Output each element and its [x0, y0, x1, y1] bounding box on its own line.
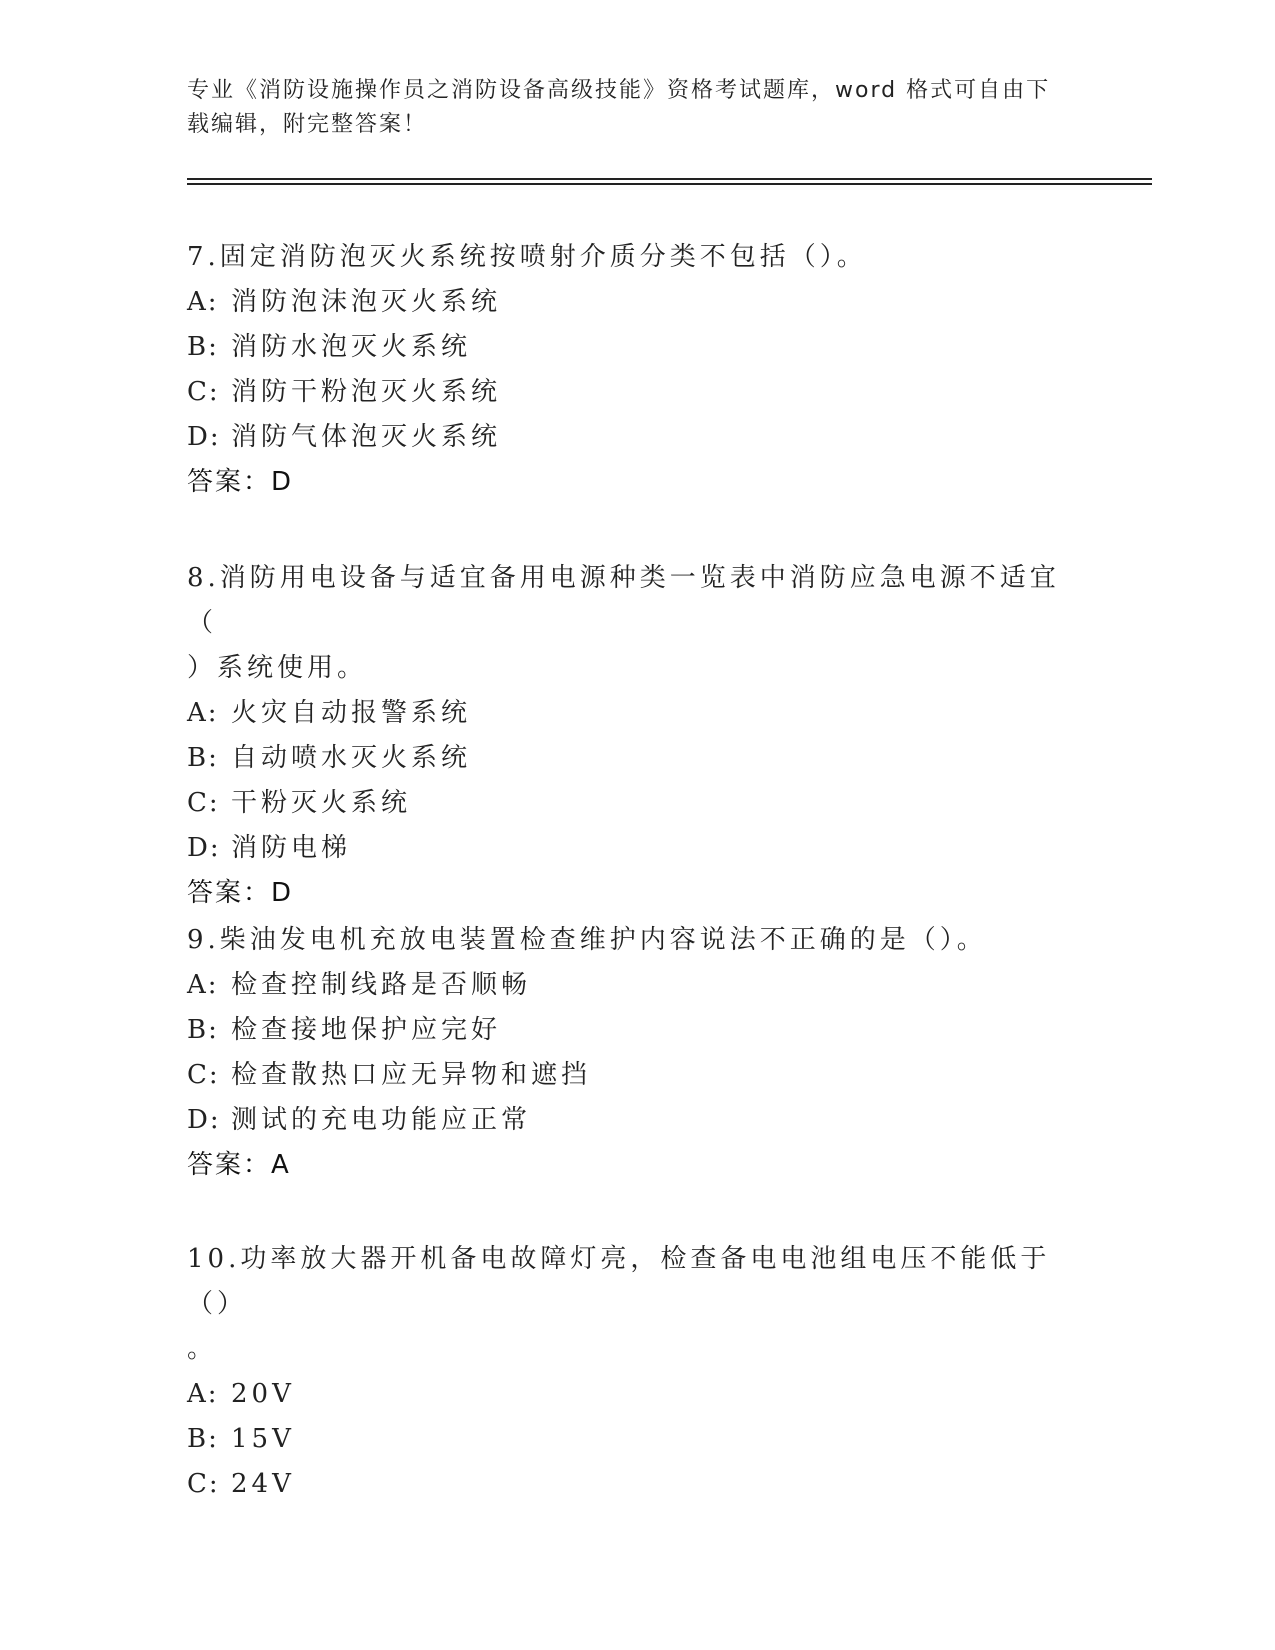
option-text: 检查散热口应无异物和遮挡 [231, 1060, 592, 1090]
question-stem-line-2: 。 [187, 1334, 218, 1364]
header-rule-bottom [187, 183, 1152, 185]
option-key: B: [187, 1424, 219, 1454]
option-text: 24V [231, 1469, 295, 1499]
option-key: A: [187, 1379, 219, 1409]
option-text: 15V [231, 1424, 295, 1454]
option-text: 自动喷水灭火系统 [231, 743, 472, 773]
question-stem: 9.柴油发电机充放电装置检查维护内容说法不正确的是（）。 [187, 925, 987, 955]
question-stem-line-1: 8.消防用电设备与适宜备用电源种类一览表中消防应急电源不适宜（ [187, 563, 1060, 638]
option-c [187, 1462, 1067, 1507]
option-b [187, 325, 1067, 370]
question-stem-line-2: ）系统使用。 [187, 653, 368, 683]
question-10 [187, 1237, 1067, 1507]
document-header [187, 74, 1067, 142]
option-key: D: [187, 1105, 221, 1135]
question-stem: 7.固定消防泡灭火系统按喷射介质分类不包括（）。 [187, 242, 867, 272]
option-key: C: [187, 1060, 220, 1090]
question-7 [187, 235, 1067, 505]
answer-line: 答案：A [187, 1150, 291, 1180]
option-text: 干粉灭火系统 [231, 788, 412, 818]
header-line-2: 载编辑，附完整答案！ [187, 112, 428, 137]
option-key: B: [187, 743, 219, 773]
question-stem-line-1: 10.功率放大器开机备电故障灯亮，检查备电电池组电压不能低于（） [187, 1244, 1051, 1319]
option-text: 消防水泡灭火系统 [231, 332, 472, 362]
option-b [187, 1417, 1067, 1462]
option-key: C: [187, 1469, 220, 1499]
option-b [187, 736, 1067, 781]
question-9 [187, 918, 1067, 1188]
option-key: A: [187, 698, 219, 728]
option-text: 测试的充电功能应正常 [231, 1105, 532, 1135]
option-text: 检查控制线路是否顺畅 [231, 970, 532, 1000]
option-text: 消防气体泡灭火系统 [231, 422, 502, 452]
option-key: C: [187, 377, 220, 407]
option-a [187, 1372, 1067, 1417]
option-key: D: [187, 833, 221, 863]
question-8 [187, 556, 1067, 916]
option-d [187, 826, 1067, 871]
option-d [187, 1098, 1067, 1143]
option-a [187, 280, 1067, 325]
option-text: 火灾自动报警系统 [231, 698, 472, 728]
header-line-1: 专业《消防设施操作员之消防设备高级技能》资格考试题库，word 格式可自由下 [187, 78, 1051, 103]
option-text: 检查接地保护应完好 [231, 1015, 502, 1045]
option-b [187, 1008, 1067, 1053]
option-d [187, 415, 1067, 460]
option-key: B: [187, 332, 219, 362]
option-key: B: [187, 1015, 219, 1045]
option-key: C: [187, 788, 220, 818]
option-text: 消防电梯 [231, 833, 352, 863]
option-text: 消防泡沫泡灭火系统 [231, 287, 502, 317]
answer-line: 答案：D [187, 467, 294, 497]
option-key: A: [187, 287, 219, 317]
option-c [187, 781, 1067, 826]
option-key: D: [187, 422, 221, 452]
header-rule-top [187, 178, 1152, 180]
option-a [187, 691, 1067, 736]
option-c [187, 1053, 1067, 1098]
option-c [187, 370, 1067, 415]
option-text: 消防干粉泡灭火系统 [231, 377, 502, 407]
option-text: 20V [231, 1379, 295, 1409]
option-a [187, 963, 1067, 1008]
answer-line: 答案：D [187, 878, 294, 908]
option-key: A: [187, 970, 219, 1000]
